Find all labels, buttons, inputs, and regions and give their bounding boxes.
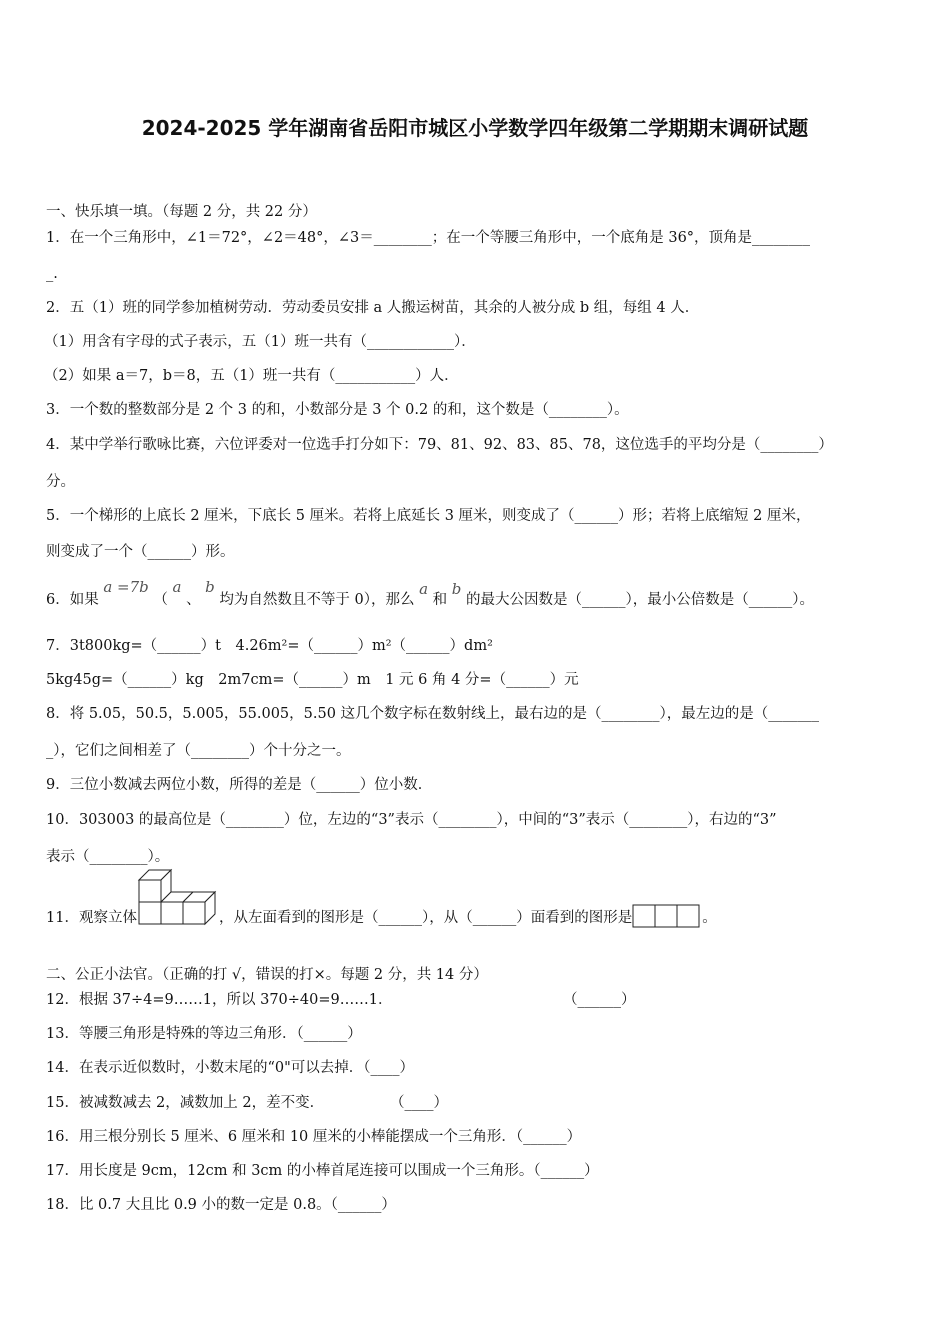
question-1-line-2: _. <box>46 266 58 282</box>
question-10-line-1: 10．303003 的最高位是（________）位，左边的“3”表示（________），中间的“3”表示（________），右边的“3” <box>46 812 777 828</box>
question-11-prefix: 11．观察立体 <box>46 910 137 926</box>
question-17: 17．用长度是 9cm，12cm 和 3cm 的小棒首尾连接可以围成一个三角形。（______） <box>46 1163 599 1179</box>
question-12: 12．根据 37÷4=9……1，所以 370÷40=9……1． <box>46 992 393 1008</box>
question-6-suffix: 的最大公因数是（______），最小公倍数是（______）。 <box>465 592 814 608</box>
variable-a-2: a <box>419 580 429 598</box>
page-title: 2024-2025 学年湖南省岳阳市城区小学数学四年级第二学期期末调研试题 <box>141 116 809 140</box>
question-5-line-1: 5．一个梯形的上底长 2 厘米，下底长 5 厘米。若将上底延长 3 厘米，则变成了（______）形；若将上底缩短 2 厘米， <box>46 508 811 524</box>
variable-b: b <box>205 578 215 596</box>
question-1-line-1: 1．在一个三角形中，∠1＝72°，∠2＝48°，∠3＝________；在一个等腰三角形中，一个底角是 36°，顶角是________ <box>46 230 811 246</box>
three-squares-view-icon <box>632 904 702 928</box>
question-11-suffix: 。 <box>702 910 717 926</box>
question-2-part-1: （1）用含有字母的式子表示，五（1）班一共有（____________）． <box>44 334 476 350</box>
section-1-heading: 一、快乐填一填。（每题 2 分，共 22 分） <box>46 204 317 220</box>
question-15: 15．被减数减去 2，减数加上 2，差不变． <box>46 1095 325 1111</box>
question-11 <box>46 906 717 930</box>
question-16: 16．用三根分别长 5 厘米、6 厘米和 10 厘米的小棒能摆成一个三角形．（______） <box>46 1129 582 1145</box>
question-10-line-2: 表示（________）。 <box>46 849 170 865</box>
question-4-line-1: 4．某中学举行歌咏比赛，六位评委对一位选手打分如下：79、81、92、83、85、78，这位选手的平均分是（________） <box>46 437 833 453</box>
question-7-line-2: 5kg45g=（______）kg 2m7cm=（______）m 1 元 6 角 4 分=（______）元 <box>46 672 579 688</box>
question-14: 14．在表示近似数时，小数末尾的“0"可以去掉．（____） <box>46 1060 415 1076</box>
question-2: 2．五（1）班的同学参加植树劳动．劳动委员安排 a 人搬运树苗，其余的人被分成 b 组，每组 4 人． <box>46 300 700 316</box>
question-11-middle: ，从左面看到的图形是（______），从（______）面看到的图形是 <box>218 910 633 926</box>
section-2-heading: 二、公正小法官。（正确的打 √，错误的打×。每题 2 分，共 14 分） <box>46 967 488 983</box>
question-6-middle: 均为自然数且不等于 0），那么 <box>219 592 415 608</box>
question-3: 3．一个数的整数部分是 2 个 3 的和，小数部分是 3 个 0.2 的和，这个数是（________）。 <box>46 402 629 418</box>
question-6 <box>46 578 814 610</box>
variable-b-2: b <box>451 580 462 598</box>
question-8-line-1: 8．将 5.05，50.5，5.005，55.005，5.50 这几个数字标在数射线上，最右边的是（________），最左边的是（_______ <box>46 706 820 722</box>
question-7-line-1: 7．3t800kg=（______）t 4.26m²=（______）m²（______）dm² <box>46 638 493 654</box>
question-6-prefix: 6．如果 <box>46 592 99 608</box>
question-9: 9．三位小数减去两位小数，所得的差是（______）位小数． <box>46 777 433 793</box>
question-6-and: 和 <box>432 592 448 608</box>
question-18: 18．比 0.7 大且比 0.9 小的数一定是 0.8。（______） <box>46 1197 396 1213</box>
question-2-part-2: （2）如果 a＝7，b＝8，五（1）班一共有（___________）人． <box>44 368 459 384</box>
question-6-paren: （ <box>153 592 168 608</box>
question-12-blank: （______） <box>563 992 636 1008</box>
question-4-line-2: 分。 <box>46 474 75 490</box>
question-5-line-2: 则变成了一个（______）形。 <box>46 544 235 560</box>
question-8-line-2: _），它们之间相差了（________）个十分之一。 <box>46 743 351 759</box>
question-13: 13．等腰三角形是特殊的等边三角形．（______） <box>46 1026 362 1042</box>
question-15-blank: （____） <box>390 1095 448 1111</box>
equation-a-equals-7b: a =7b <box>103 578 149 596</box>
solid-figure-icon <box>137 868 219 930</box>
variable-a: a <box>172 578 182 596</box>
question-6-sep: 、 <box>186 592 201 608</box>
